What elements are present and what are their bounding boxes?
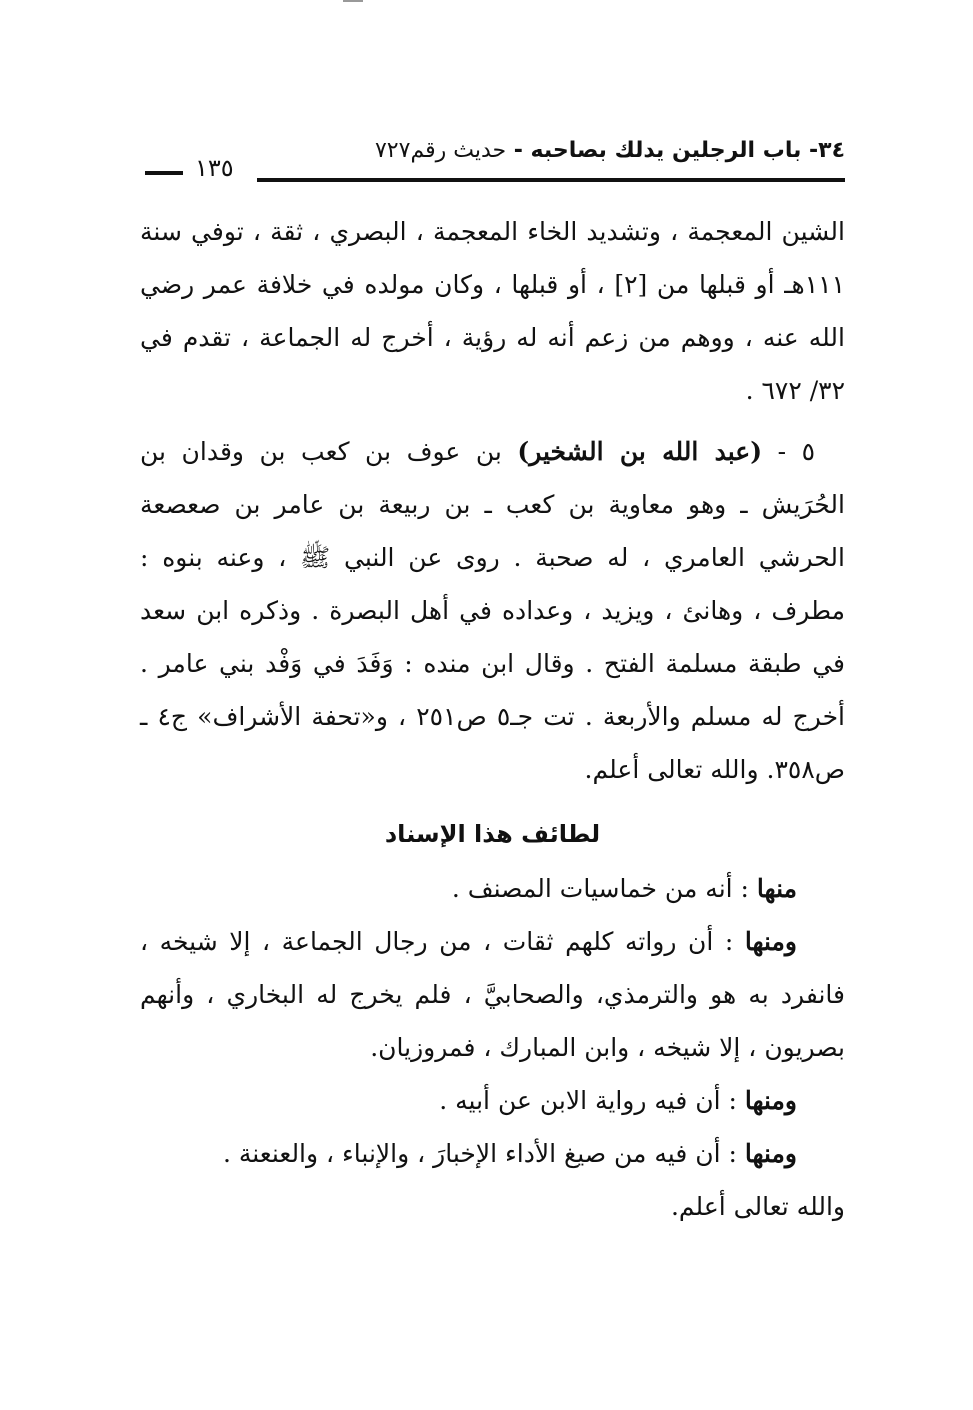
point-item — [140, 1127, 845, 1180]
body-text — [140, 205, 845, 1233]
point-text: : أن رواته كلهم ثقات ، من رجال الجماعة ، إلا شيخه ، فانفرد به هو والترمذي، والصحابيَّ ، فلم يخرج له البخاري ، وأنهم بصريون ، إلا شيخه ، وابن المبارك ، فمروزيان. — [140, 927, 845, 1062]
chapter-title-text: ٣٤- باب الرجلين يدلك بصاحبه — [530, 138, 845, 163]
point-lead: منها — [756, 874, 797, 903]
running-header — [145, 138, 845, 188]
point-text: : أن فيه رواية الابن عن أبيه . — [439, 1086, 745, 1115]
point-lead: ومنها — [744, 927, 797, 956]
point-lead: ومنها — [744, 1139, 797, 1168]
page-number-dash — [145, 171, 183, 175]
closing-line: والله تعالى أعلم. — [670, 1192, 845, 1221]
narrator-number: ٥ - — [762, 437, 815, 466]
hadith-reference: حديث رقم٧٢٧ — [374, 138, 507, 163]
header-separator: - — [506, 138, 531, 163]
point-item — [140, 915, 845, 1074]
paragraph-narrator-5 — [140, 425, 845, 796]
narrator-name: (عبد الله بن الشخير) — [517, 437, 763, 466]
point-item — [140, 862, 845, 915]
point-text: : أن فيه من صيغ الأداء الإخبارَ ، والإنباء ، والعنعنة . — [222, 1139, 745, 1168]
point-text: : أنه من خماسيات المصنف . — [451, 874, 757, 903]
paragraph-narrator-4-end: الشين المعجمة ، وتشديد الخاء المعجمة ، البصري ، ثقة ، توفي سنة ١١١هـ أو قبلها من [٢] ، أو قبلها ، وكان مولده في خلافة عمر رضي الله عنه ، ووهم من زعم أنه له رؤية ، أخرج له الجماعة ، تقدم في ٣٢/ ٦٧٢ . — [140, 217, 846, 405]
top-edge-mark — [343, 0, 363, 2]
header-rule — [257, 178, 845, 182]
chapter-title — [375, 138, 845, 163]
narrator-biography: بن عوف بن كعب بن وقدان بن الحُرَيش ـ وهو معاوية بن كعب ـ بن ربيعة بن عامر بن صعصعة الحرشي العامري ، له صحبة . روى عن النبي ﷺ ، وعنه بنوه : مطرف ، وهانئ ، ويزيد ، وعداده في أهل البصرة . وذكره ابن سعد في طبقة مسلمة الفتح . وقال ابن منده : وَفَدَ في وَفْد بني عامر . أخرج له مسلم والأربعة . تت جـ٥ ص٢٥١ ، و«تحفة الأشراف» ج٤ ـ ص٣٥٨. والله تعالى أعلم. — [140, 437, 845, 784]
point-lead: ومنها — [744, 1086, 797, 1115]
section-heading: لطائف هذا الإسناد — [384, 820, 601, 848]
page-number: ١٣٥ — [195, 154, 234, 182]
point-item — [140, 1074, 845, 1127]
